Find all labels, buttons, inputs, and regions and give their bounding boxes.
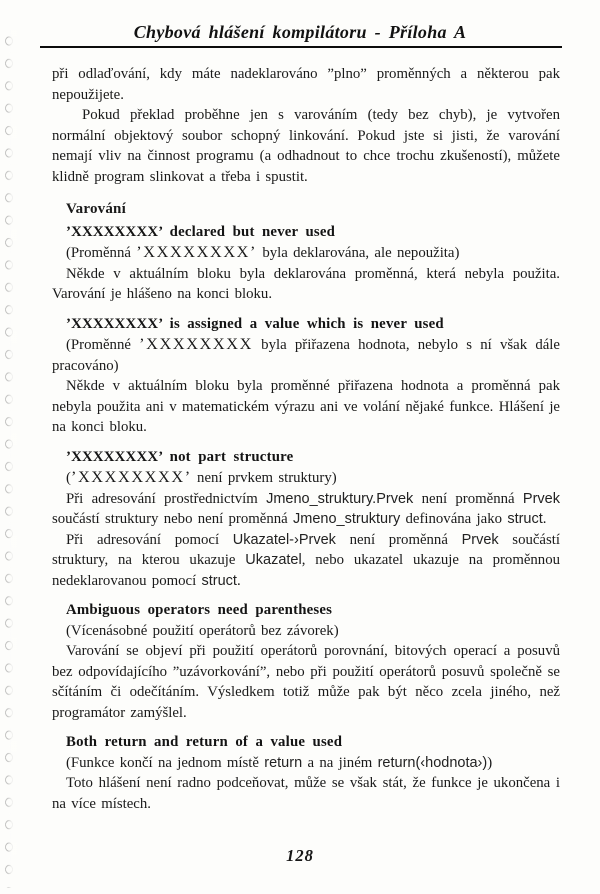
page-footer <box>0 846 600 866</box>
warning-section-declared-but-never-used <box>52 222 560 305</box>
warning-paragraph: Někde v aktuálním bloku byla deklarována proměnná, která nebyla použita. Varování je hlášeno na konci bloku. <box>52 265 560 302</box>
warning-paragraph: Varování se objeví při použití operátorů porovnání, bitových operací a posuvů bez odpovídajícího ”uzávorkování”, nebo při použití operátorů posuvů společně se sčítáním či odečítáním. Výsledkem totiž může pak být něco zcela jiného, než programátor zamýšlel. <box>52 643 560 721</box>
warning-paragraph: Toto hlášení není radno podceňovat, může se však stát, že funkce je ukončena i na více místech. <box>52 775 560 812</box>
warning-translation: (Proměnná ’XXXXXXXX’ byla deklarována, ale nepoužita) <box>66 242 460 261</box>
warnings-section-title: Varování <box>66 201 126 217</box>
warning-heading: ’XXXXXXXX’ is assigned a value which is never used <box>66 315 444 332</box>
warning-heading: Both return and return of a value used <box>66 734 343 750</box>
warning-heading: ’XXXXXXXX’ declared but never used <box>66 223 336 240</box>
warning-translation: (Vícenásobné použití operátorů bez závorek) <box>66 622 339 639</box>
page-number: 128 <box>286 846 314 865</box>
warning-translation: (Funkce končí na jednom místě return a na jiném return(‹hodnota›)) <box>66 754 493 771</box>
running-head-title: Chybová hlášení kompilátoru - Příloha A <box>133 22 467 42</box>
warning-section-both-return <box>52 732 560 814</box>
warning-heading: Ambiguous operators need parentheses <box>66 602 333 618</box>
warning-paragraph: Někde v aktuálním bloku byla proměnné přiřazena hodnota a proměnná pak nebyla použita ani v matematickém výrazu ani ve volání nějaké funkce. Hlášení je na konci bloku. <box>52 378 560 435</box>
warning-heading: ’XXXXXXXX’ not part structure <box>66 448 294 465</box>
warning-translation: (Proměnné ’XXXXXXXX byla přiřazena hodnota, nebylo s ní však dále pracováno) <box>52 334 560 374</box>
warning-paragraph: Při adresování prostřednictvím Jmeno_struktury.Prvek není proměnná Prvek součástí struktury nebo není proměnná Jmeno_struktury definována jako struct. <box>52 490 560 527</box>
warning-section-ambiguous-operators <box>52 600 560 723</box>
spiral-binding-marks <box>2 30 17 888</box>
page-body <box>0 48 600 814</box>
warning-section-assigned-value-never-used <box>52 314 560 438</box>
warning-paragraph: Při adresování pomocí Ukazatel-›Prvek není proměnná Prvek součástí struktury, na kterou ukazuje Ukazatel, nebo ukazatel ukazuje na proměnnou nedeklarovanou pomocí struct. <box>52 531 560 589</box>
intro-paragraph: Pokud překlad proběhne jen s varováním (tedy bez chyb), je vytvořen normální objektový soubor schopný linkování. Pokud jste si jisti, že varování nemají vliv na činnost programu (a odhadnout to chce trochu zkušeností), můžete klidně program slinkovat a třeba i spustit. <box>52 107 560 185</box>
intro-paragraph: při odlaďování, kdy máte nadeklarováno ”plno” proměnných a některou pak nepoužijete. <box>52 66 560 103</box>
page-header <box>0 0 600 48</box>
warning-translation: (’XXXXXXXX’ není prvkem struktury) <box>66 467 337 486</box>
warning-section-not-part-structure <box>52 447 560 592</box>
